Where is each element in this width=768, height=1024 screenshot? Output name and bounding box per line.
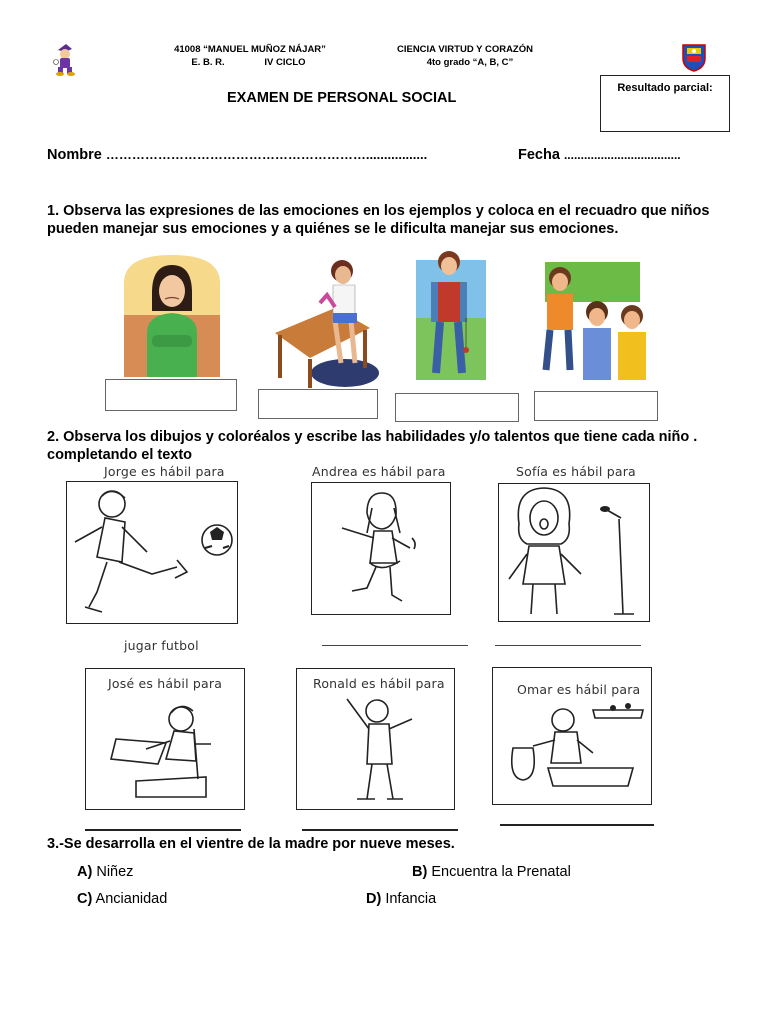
drawing-jorge-soccer	[66, 481, 238, 624]
question-2-text: 2. Observa los dibujos y coloréalos y escribe las habilidades y/o talentos que tiene cada niño . completando el texto	[47, 429, 698, 463]
caption-jose: José es hábil para	[108, 676, 223, 691]
cycle-label: IV CICLO	[264, 57, 306, 68]
caption-andrea: Andrea es hábil para	[312, 464, 446, 479]
date-row	[518, 146, 681, 164]
name-label: Nombre	[47, 147, 102, 163]
question-1-text: 1. Observa las expresiones de las emociones en los ejemplos y coloca en el recuadro que niños pueden manejar sus emociones y a quiénes se le dificulta manejar sus emociones.	[47, 203, 710, 237]
school-crest-icon	[680, 42, 708, 72]
drawing-sofia-singing	[498, 483, 650, 622]
program-label: E. B. R.	[191, 57, 225, 68]
answer-line-ronald[interactable]	[302, 829, 458, 831]
answer-line-jose[interactable]	[85, 829, 241, 831]
option-c-text: Ancianidad	[95, 891, 168, 907]
answer-jorge[interactable]: jugar futbol	[124, 638, 199, 653]
grade-label: 4to grado “A, B, C”	[426, 57, 514, 68]
option-c-letter: C)	[77, 891, 93, 907]
answer-line-sofia[interactable]	[495, 645, 641, 646]
caption-jorge: Jorge es hábil para	[104, 464, 225, 479]
emotion-picture-girl-arms-crossed	[122, 253, 222, 377]
option-b[interactable]	[412, 864, 571, 880]
exam-title: EXAMEN DE PERSONAL SOCIAL	[227, 90, 457, 106]
answer-line-andrea[interactable]	[322, 645, 468, 646]
option-d[interactable]	[366, 891, 436, 907]
date-label: Fecha	[518, 147, 560, 163]
name-row	[47, 146, 427, 164]
emotion-answer-box-1[interactable]	[105, 379, 237, 411]
caption-sofia: Sofía es hábil para	[516, 464, 636, 479]
school-name: 41008 “MANUEL MUÑOZ NÁJAR”	[174, 44, 326, 55]
emotion-picture-girl-at-table	[275, 253, 380, 388]
result-label: Resultado parcial:	[617, 82, 713, 94]
option-c[interactable]	[77, 891, 167, 907]
option-a-letter: A)	[77, 864, 93, 880]
school-logo-icon	[50, 42, 80, 76]
emotion-picture-three-boys	[530, 258, 660, 380]
emotion-answer-box-4[interactable]	[534, 391, 658, 421]
drawing-andrea-dancing	[311, 482, 451, 615]
option-b-letter: B)	[412, 864, 428, 880]
answer-line-omar[interactable]	[500, 824, 654, 826]
caption-ronald: Ronald es hábil para	[313, 676, 445, 691]
name-field[interactable]: …………………………………………………….................	[105, 147, 428, 162]
question-3-text: 3.-Se desarrolla en el vientre de la madre por nueve meses.	[47, 836, 455, 852]
date-field[interactable]: ...................................	[563, 148, 681, 162]
emotion-answer-box-3[interactable]	[395, 393, 519, 422]
caption-omar: Omar es hábil para	[517, 682, 641, 697]
option-b-text: Encuentra la Prenatal	[431, 864, 571, 880]
motto: CIENCIA VIRTUD Y CORAZÓN	[396, 44, 533, 55]
option-a-text: Niñez	[96, 864, 134, 880]
result-box[interactable]	[600, 75, 730, 132]
emotion-picture-boy-standing	[416, 248, 486, 380]
option-d-letter: D)	[366, 891, 382, 907]
option-d-text: Infancia	[385, 891, 437, 907]
option-a[interactable]	[77, 864, 133, 880]
emotion-answer-box-2[interactable]	[258, 389, 378, 419]
